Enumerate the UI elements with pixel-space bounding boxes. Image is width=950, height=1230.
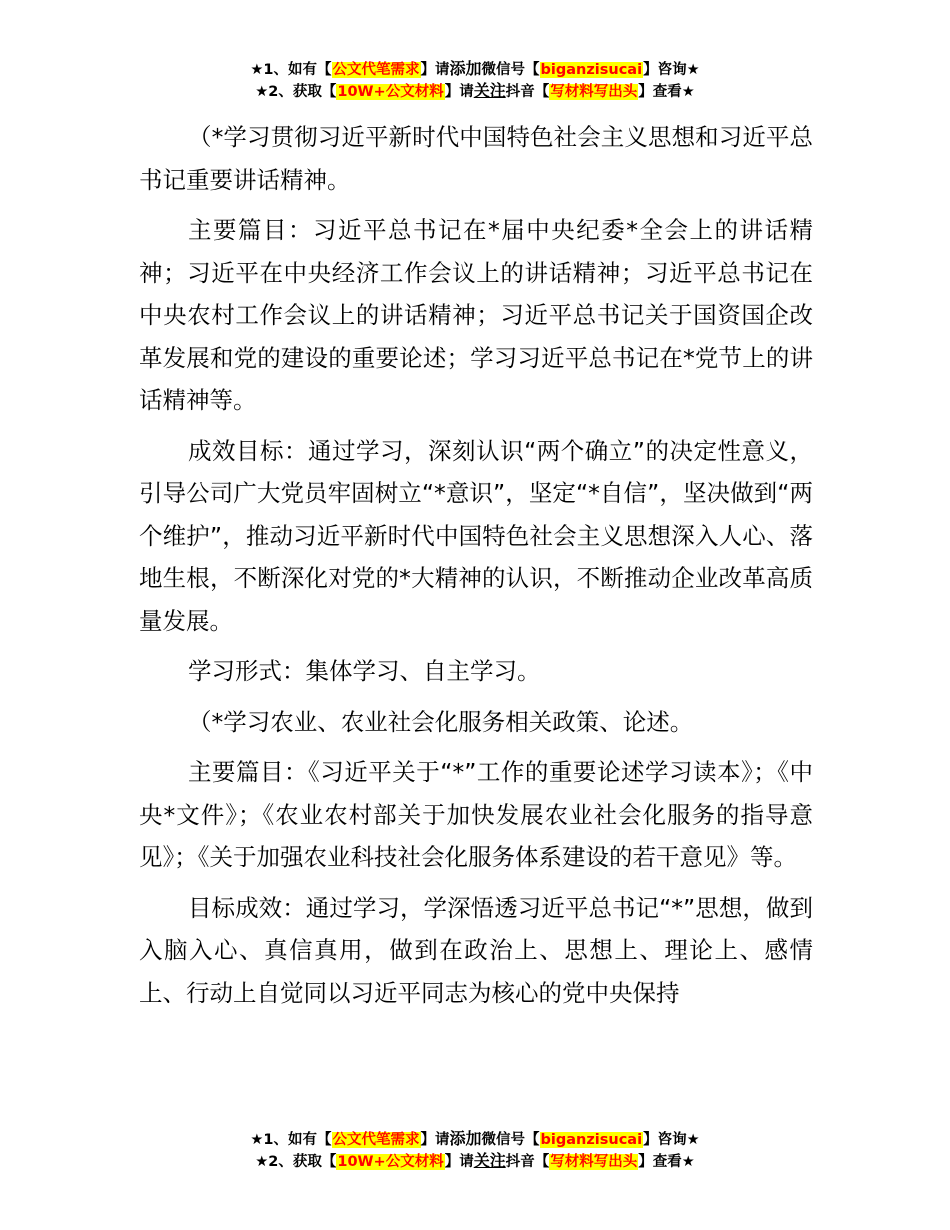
- banner-highlight-materials: 10W+公文材料: [337, 84, 444, 100]
- banner-line-1: [0, 58, 950, 80]
- banner-highlight-service: 公文代笔需求: [332, 1132, 420, 1148]
- banner-line-2: [0, 1150, 950, 1172]
- banner-highlight-materials: 10W+公文材料: [337, 1154, 444, 1170]
- banner-text: 微信号【: [481, 62, 540, 78]
- banner-text: ★2、获取【: [255, 84, 337, 100]
- banner-highlight-douyin-id: 写材料写出头: [550, 84, 638, 100]
- paragraph: （*学习贯彻习近平新时代中国特色社会主义思想和习近平总书记重要讲话精神。: [139, 123, 813, 194]
- banner-text: ★1、如有【: [250, 62, 332, 78]
- banner-line-1: [0, 1128, 950, 1150]
- paragraph: （*学习农业、农业社会化服务相关政策、论述。: [188, 707, 694, 736]
- footer-banner: [0, 1128, 950, 1172]
- banner-text: 抖音【: [505, 84, 550, 100]
- paragraph: 成效目标：通过学习，深刻认识“两个确立”的决定性意义，引导公司广大党员牢固树立“*意识”，坚定“*自信”，坚决做到“两个维护”，推动习近平新时代中国特色社会主义思想深入人心、落地生根，不断深化对党的*大精神的认识，不断推动企业改革高质量发展。: [139, 436, 813, 635]
- banner-emphasis: 添加: [449, 59, 482, 78]
- document-body: [139, 116, 813, 1022]
- paragraph: 主要篇目：习近平总书记在*届中央纪委*全会上的讲话精神；习近平在中央经济工作会议上的讲话精神；习近平总书记在中央农村工作会议上的讲话精神；习近平总书记关于国资国企改革发展和党的建设的重要论述；学习习近平总书记在*党节上的讲话精神等。: [139, 216, 813, 414]
- banner-emphasis: 关注: [473, 81, 506, 100]
- banner-text: 抖音【: [505, 1154, 550, 1170]
- banner-text: 】咨询★: [643, 62, 700, 78]
- banner-text: 】查看★: [638, 1154, 695, 1170]
- banner-emphasis: 添加: [449, 1129, 482, 1148]
- banner-text: 】请: [420, 1132, 450, 1148]
- banner-text: ★1、如有【: [250, 1132, 332, 1148]
- paragraph: 目标成效：通过学习，学深悟透习近平总书记“*”思想，做到入脑入心、真信真用，做到在政治上、思想上、理论上、感情上、行动上自觉同以习近平同志为核心的党中央保持: [139, 893, 813, 1007]
- banner-highlight-wechat-id: biganzisucai: [540, 62, 643, 78]
- banner-text: 】查看★: [638, 84, 695, 100]
- banner-emphasis: 关注: [473, 1151, 506, 1170]
- banner-text: 】请: [444, 84, 474, 100]
- banner-text: 】咨询★: [643, 1132, 700, 1148]
- paragraph: 学习形式：集体学习、自主学习。: [188, 657, 541, 685]
- banner-line-2: [0, 80, 950, 102]
- banner-text: ★2、获取【: [255, 1154, 337, 1170]
- banner-text: 】请: [420, 62, 450, 78]
- banner-text: 】请: [444, 1154, 474, 1170]
- paragraph: 主要篇目：《习近平关于“*”工作的重要论述学习读本》；《中央*文件》；《农业农村部关于加快发展农业社会化服务的指导意见》；《关于加强农业科技社会化服务体系建设的若干意见》等。: [139, 758, 813, 871]
- banner-highlight-wechat-id: biganzisucai: [540, 1132, 643, 1148]
- banner-highlight-service: 公文代笔需求: [332, 62, 420, 78]
- banner-text: 微信号【: [481, 1132, 540, 1148]
- banner-highlight-douyin-id: 写材料写出头: [550, 1154, 638, 1170]
- header-banner: [0, 58, 950, 102]
